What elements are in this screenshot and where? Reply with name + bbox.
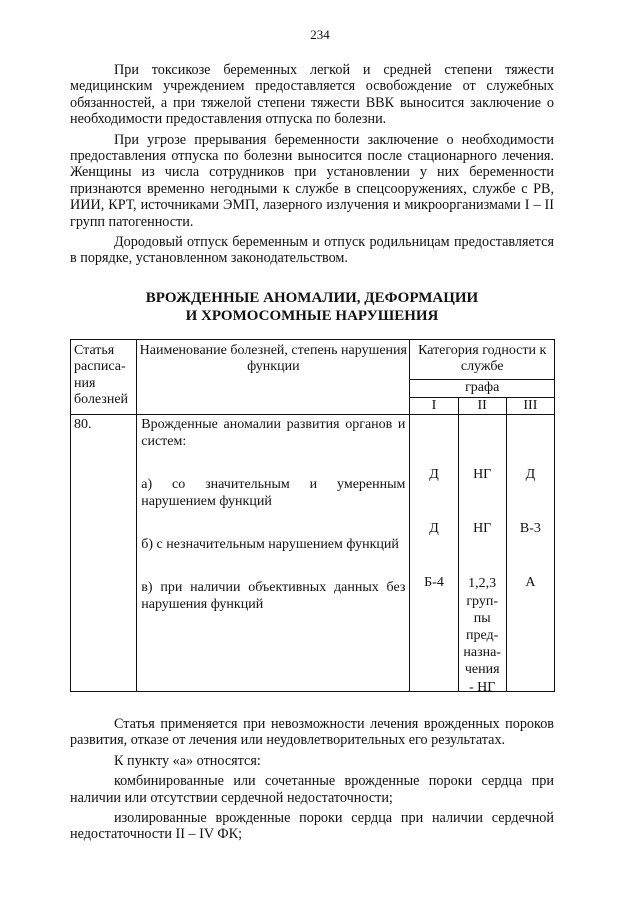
row-article: 80. (71, 415, 137, 692)
grade-b-g2: НГ (473, 521, 492, 537)
paragraph: комбинированные или сочетанные врожденные пороки сердца при наличии или отсутствии сердечной недостаточности; (70, 773, 554, 806)
intro-text (70, 62, 554, 267)
section-heading-line: ВРОЖДЕННЫЕ АНОМАЛИИ, ДЕФОРМАЦИИ (145, 290, 479, 306)
header-name: Наименование болезней, степень нарушения функции (137, 340, 410, 415)
section-heading (70, 289, 554, 325)
disease-table (70, 339, 555, 695)
grade-c-g2-line: 1,2,3 (468, 576, 497, 592)
grade-c-g2-line: назна- (463, 645, 501, 661)
grade-c-g2-line: пред- (466, 628, 499, 644)
table-row (71, 415, 555, 692)
page-number: 234 (310, 27, 330, 42)
grade-c-g2-line: - НГ (468, 679, 496, 695)
grade-c-g3: А (525, 575, 536, 591)
header-col-3: III (506, 398, 554, 415)
graph-2-cell (458, 415, 506, 695)
graph-3-cell (506, 415, 554, 692)
header-graph: графа (410, 380, 555, 398)
grade-c-g2-line: пы (473, 610, 491, 626)
paragraph: К пункту «а» относятся: (114, 752, 261, 769)
graph-1-cell (410, 415, 458, 692)
outro-text (70, 716, 554, 843)
paragraph: При угрозе прерывания беременности заключение о необходимости предоставления отпуска по болезни выносится после стационарного лечения. Женщины из числа сотрудников при установлении у них беременности признаются временно негодными к службе в спецсооружениях, службе с РВ, ИИИ, КРТ, источниками ЭМП, лазерного излучения и микроорганизмами I – II групп патогенности. (70, 131, 554, 230)
paragraph: изолированные врожденные пороки сердца при наличии сердечной недостаточности II – IV ФК; (70, 810, 554, 843)
header-category: Категория годности к службе (410, 340, 555, 380)
section-heading-line: И ХРОМОСОМНЫЕ НАРУШЕНИЯ (185, 308, 439, 324)
row-item-a: а) со значительным и умеренным нарушением функций (141, 477, 406, 509)
grade-a-g3: Д (525, 467, 536, 483)
header-col-2: II (458, 398, 506, 415)
paragraph: При токсикозе беременных легкой и средней степени тяжести медицинским учреждением предоставляется освобождение от служебных обязанностей, а при тяжелой степени тяжести ВВК выносится заключение о необходимости предоставления отпуска по болезни. (70, 62, 554, 128)
grade-c-g2 (459, 575, 506, 695)
row-item-c: в) при наличии объективных данных без нарушения функций (141, 580, 406, 612)
grade-b-g1: Д (429, 521, 439, 537)
header-col-1: I (410, 398, 458, 415)
grade-c-g2-line: груп- (466, 593, 499, 609)
row-item-b: б) с незначительным нарушением функций (141, 537, 399, 553)
row-title: Врожденные аномалии развития органов и систем: (141, 417, 406, 449)
grade-c-g2-line: чения (464, 662, 500, 678)
row-name (137, 415, 410, 692)
paragraph: Дородовый отпуск беременным и отпуск родильницам предоставляется в порядке, установленном законодательством. (70, 234, 554, 267)
grade-a-g1: Д (429, 467, 439, 483)
grade-b-g3: В-3 (519, 521, 541, 537)
header-article: Статья расписа-ния болезней (71, 340, 137, 415)
grade-c-g1: Б-4 (424, 575, 444, 591)
grade-a-g2: НГ (473, 467, 492, 483)
paragraph: Статья применяется при невозможности лечения врожденных пороков развития, отказе от лечения или неудовлетворительных его результатах. (70, 716, 554, 749)
